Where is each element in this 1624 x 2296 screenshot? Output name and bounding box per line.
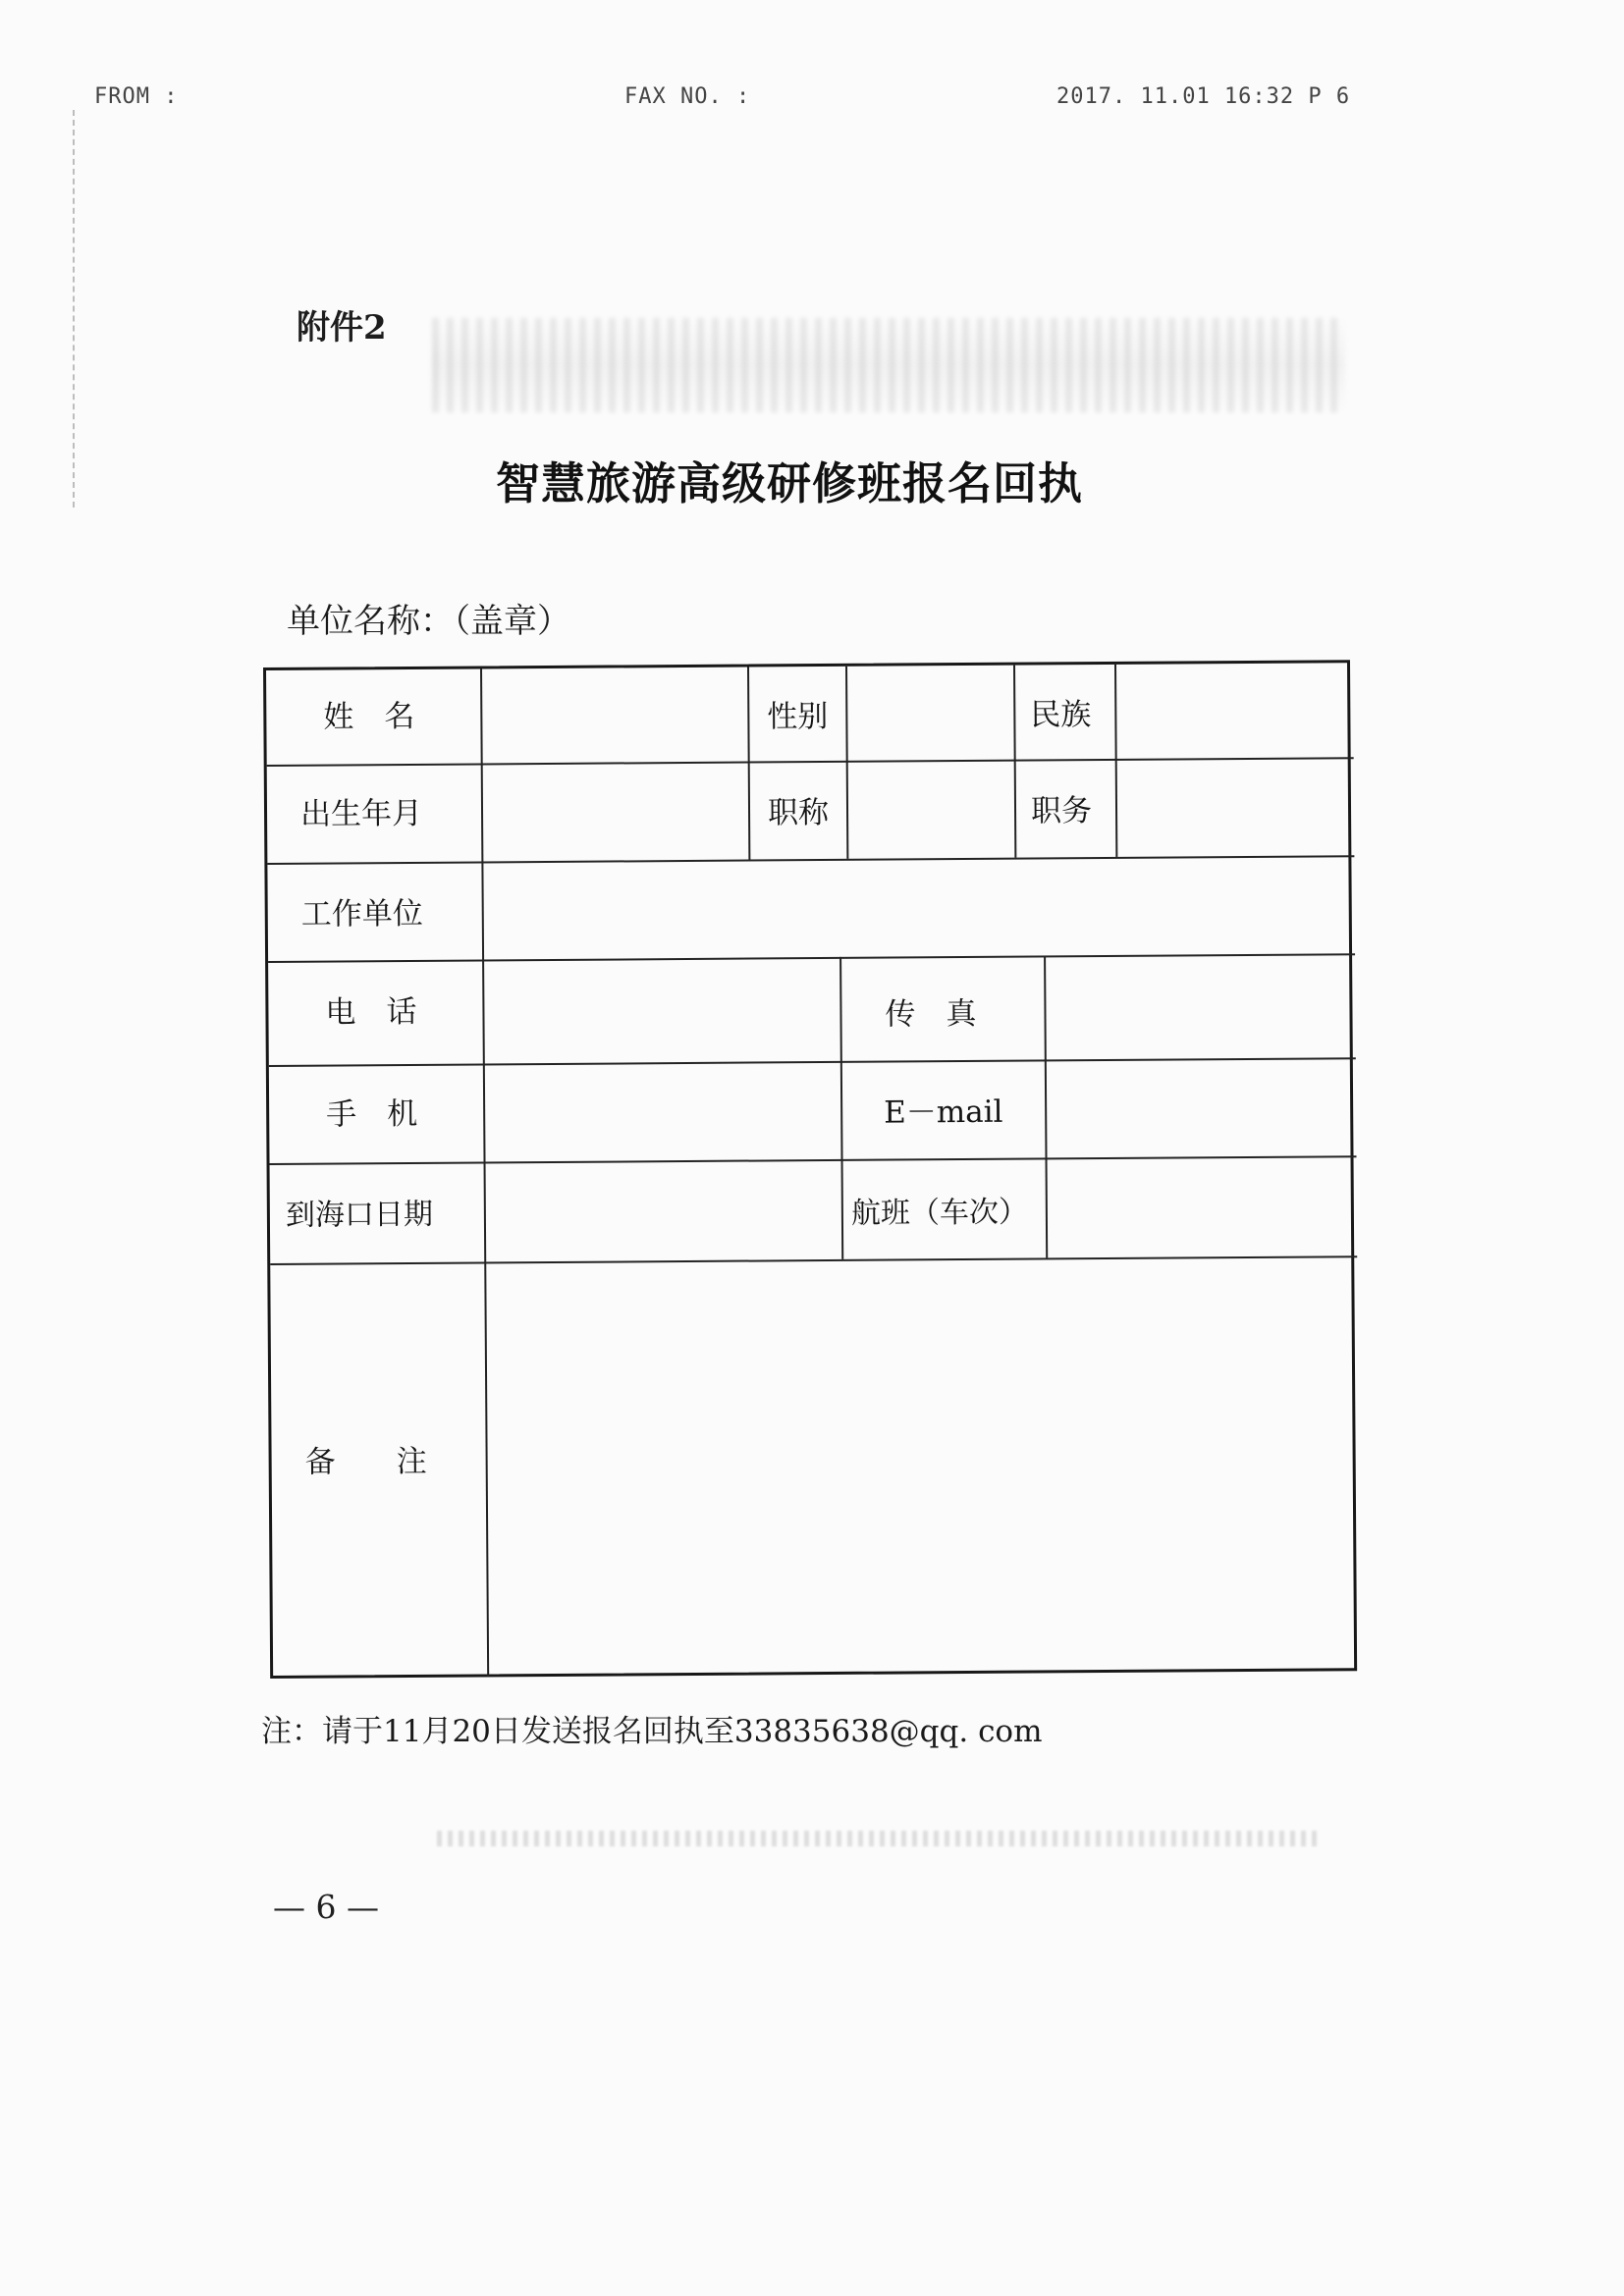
fax-value-field[interactable] <box>1048 957 1353 1057</box>
remarks-value-field[interactable] <box>488 1259 1357 1674</box>
phone-label: 电 话 <box>325 993 417 1031</box>
fax-date-time-page: 2017. 11.01 16:32 P 6 <box>1056 84 1351 109</box>
fax-edge-mark <box>73 110 75 507</box>
arrival-date-value-field[interactable] <box>488 1163 840 1259</box>
position-value-field[interactable] <box>1119 761 1352 855</box>
flight-train-label: 航班（车次） <box>850 1195 1029 1231</box>
gender-value-column-line <box>845 667 848 859</box>
name-value-field[interactable] <box>484 671 746 762</box>
professional-title-value-field[interactable] <box>850 764 1013 857</box>
fax-label: 传 真 <box>885 995 977 1033</box>
name-label: 姓 名 <box>323 698 415 735</box>
submission-note: 注：请于11月20日发送报名回执至33835638@qq. com <box>261 1714 1043 1749</box>
gender-label: 性别 <box>767 698 829 735</box>
gender-value-field[interactable] <box>849 669 1012 759</box>
birth-value-field[interactable] <box>485 766 747 860</box>
registration-form-table <box>263 660 1357 1679</box>
ethnicity-value-column-line <box>1114 665 1117 857</box>
ethnicity-label: 民族 <box>1030 697 1092 733</box>
fax-number-label: FAX NO. : <box>624 84 751 109</box>
contact-mid-column-line <box>839 957 843 1259</box>
gender-column-line <box>747 667 750 860</box>
illegible-smudged-line <box>432 318 1345 412</box>
mobile-label: 手 机 <box>326 1095 418 1133</box>
workplace-label: 工作单位 <box>300 895 423 933</box>
email-value-field[interactable] <box>1049 1061 1354 1155</box>
mobile-value-field[interactable] <box>487 1065 839 1159</box>
phone-value-field[interactable] <box>486 961 839 1061</box>
professional-title-label: 职称 <box>767 794 830 831</box>
arrival-date-label: 到海口日期 <box>285 1197 434 1233</box>
attachment-label: 附件2 <box>297 308 387 347</box>
position-label: 职务 <box>1030 793 1093 829</box>
ethnicity-value-field[interactable] <box>1118 667 1351 757</box>
document-title: 智慧旅游高级研修班报名回执 <box>496 457 1084 509</box>
page-number: — 6 — <box>273 1888 379 1926</box>
email-label: E－mail <box>884 1094 1003 1131</box>
faint-scan-noise <box>437 1831 1321 1846</box>
workplace-value-field[interactable] <box>485 859 1352 957</box>
fax-from-label: FROM : <box>94 84 179 109</box>
ethnicity-label-column-line <box>1013 666 1016 858</box>
birth-label: 出生年月 <box>299 795 423 832</box>
remarks-label: 备 注 <box>304 1443 427 1480</box>
unit-name-label: 单位名称：（盖章） <box>287 602 570 641</box>
flight-train-value-field[interactable] <box>1050 1159 1355 1255</box>
